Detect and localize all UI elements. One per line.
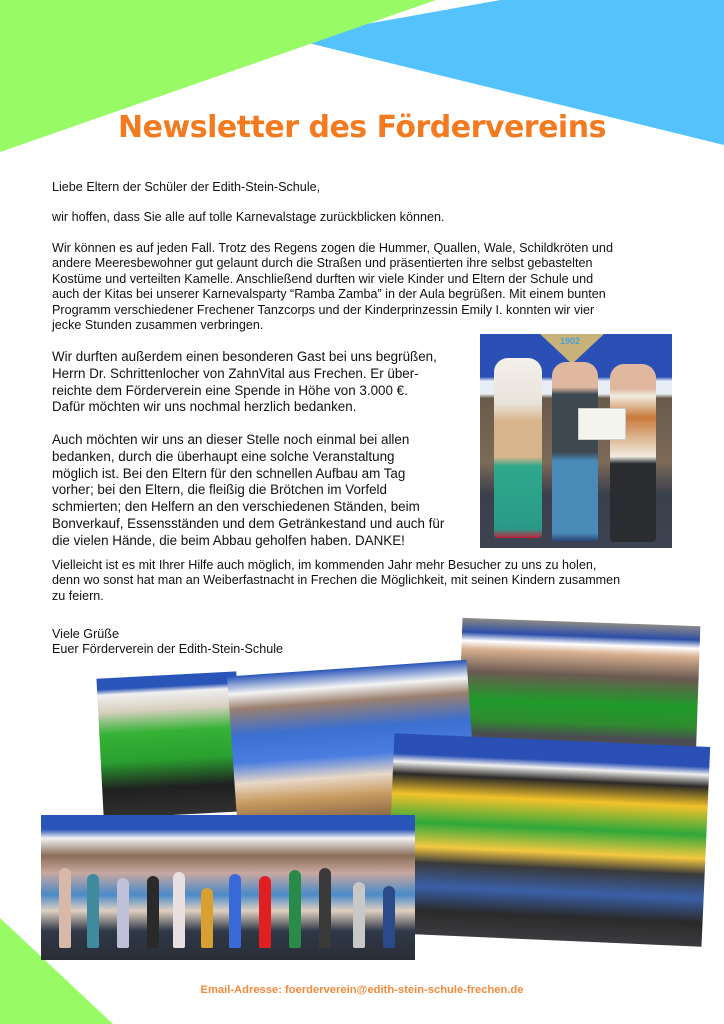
child-figure bbox=[383, 886, 395, 948]
text-line: Wir durften außerdem einen besonderen Gast bei uns begrüßen, bbox=[52, 349, 437, 364]
banner-year: 1902 bbox=[560, 336, 581, 346]
child-figure bbox=[147, 876, 159, 948]
intro-paragraph: wir hoffen, dass Sie alle auf tolle Karnevalstage zurückblicken können. bbox=[52, 210, 445, 224]
person-neptune bbox=[494, 358, 542, 538]
child-figure bbox=[59, 868, 71, 948]
text-line: Kostüme und verteilten Kamelle. Anschließend durften wir viele Kinder und Eltern der Schule und bbox=[52, 271, 594, 286]
child-figure bbox=[201, 888, 213, 948]
text-line: möglich ist. Bei den Eltern für den schnellen Aufbau am Tag bbox=[52, 465, 406, 481]
page-title: Newsletter des Fördervereins bbox=[118, 110, 606, 145]
greeting: Liebe Eltern der Schüler der Edith-Stein-Schule, bbox=[52, 180, 321, 194]
text-line: jecke Stunden zusammen verbringen. bbox=[52, 318, 264, 333]
child-figure bbox=[353, 882, 365, 948]
text-line: denn wo sonst hat man an Weiberfastnacht in Frechen die Möglichkeit, mit seinen Kindern zusammen bbox=[52, 573, 621, 588]
paragraph-thanks bbox=[52, 432, 472, 550]
photo-children-dance-corps bbox=[386, 733, 710, 947]
text-line: Auch möchten wir uns an dieser Stelle noch einmal bei allen bbox=[52, 432, 410, 447]
child-figure bbox=[229, 874, 241, 948]
text-line: bedanken, durch die überhaupt eine solche Veranstaltung bbox=[52, 448, 395, 464]
email-address[interactable]: Email-Adresse: foerderverein@edith-stein-schule-frechen.de bbox=[200, 984, 524, 996]
text-line: Wir können es auf jeden Fall. Trotz des Regens zogen die Hummer, Quallen, Wale, Schildkröten und bbox=[52, 241, 613, 255]
text-line: zu feiern. bbox=[52, 588, 104, 603]
donation-certificate bbox=[578, 408, 626, 440]
child-figure bbox=[259, 876, 271, 948]
text-line: andere Meeresbewohner gut gelaunt durch die Straßen und präsentierten ihre selbst gebastelten bbox=[52, 256, 593, 271]
text-line: auch der Kitas bei unserer Karnevalsparty “Ramba Zamba” in der Aula begrüßen. Mit einem bunten bbox=[52, 287, 606, 302]
paragraph-donation bbox=[52, 349, 472, 416]
text-line: Bonverkauf, Essensständen und dem Getränkestand und auch für bbox=[52, 515, 445, 531]
photo-donation-handover bbox=[480, 334, 672, 548]
text-line: Vielleicht ist es mit Ihrer Hilfe auch möglich, im kommenden Jahr mehr Besucher zu uns zu holen, bbox=[52, 558, 597, 572]
child-figure bbox=[173, 872, 185, 948]
child-figure bbox=[319, 868, 331, 948]
text-line: Programm verschiedener Frechener Tanzcorps und der Kinderprinzessin Emily I. konnten wir vier bbox=[52, 302, 595, 317]
photo-children-group bbox=[41, 815, 415, 960]
child-figure bbox=[289, 870, 301, 948]
closing-signature: Euer Förderverein der Edith-Stein-Schule bbox=[52, 642, 283, 657]
text-line: reichte dem Förderverein eine Spende in Höhe von 3.000 €. bbox=[52, 382, 408, 398]
child-figure bbox=[87, 874, 99, 948]
paragraph-carnival bbox=[52, 241, 692, 333]
text-line: Dafür möchten wir uns nochmal herzlich bedanken. bbox=[52, 399, 357, 415]
text-line: Herrn Dr. Schrittenlocher von ZahnVital aus Frechen. Er über- bbox=[52, 365, 419, 381]
text-line: schmierten; den Helfern an den verschiedenen Ständen, beim bbox=[52, 499, 420, 515]
child-figure bbox=[117, 878, 129, 948]
text-line: vorher; bei den Eltern, die fleißig die Brötchen im Vorfeld bbox=[52, 482, 387, 498]
closing-greeting: Viele Grüße bbox=[52, 627, 119, 641]
person-donor bbox=[552, 362, 598, 542]
photo-carnival-officials bbox=[96, 671, 243, 818]
person-representative bbox=[610, 364, 656, 542]
text-line: die vielen Hände, die beim Abbau geholfen haben. DANKE! bbox=[52, 532, 405, 548]
paragraph-outlook bbox=[52, 558, 692, 604]
